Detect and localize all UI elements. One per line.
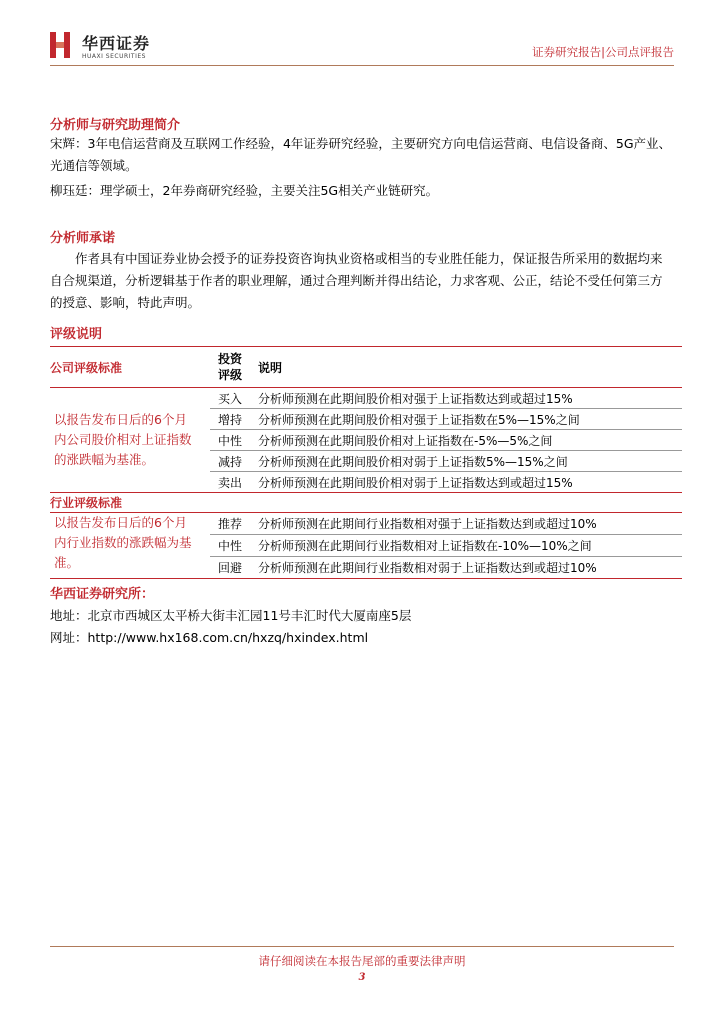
analyst-bio-2: 柳珏廷：理学硕士，2年券商研究经验，主要关注5G相关产业链研究。: [50, 183, 439, 198]
rating-cell: 回避: [210, 557, 250, 579]
rating-cell: 卖出: [210, 472, 250, 493]
rating-desc: 分析师预测在此期间股价相对弱于上证指数达到或超过15%: [250, 472, 682, 493]
rating-cell: 买入: [210, 388, 250, 409]
rating-desc: 分析师预测在此期间行业指数相对上证指数在-10%—10%之间: [250, 535, 682, 557]
institute-address: 地址：北京市西城区太平桥大街丰汇园11号丰汇时代大厦南座5层: [50, 608, 412, 623]
industry-rating-header: 行业评级标准: [50, 493, 200, 513]
desc-col-header: 说明: [250, 347, 682, 388]
legal-notice: 请仔细阅读在本报告尾部的重要法律声明: [258, 954, 466, 968]
header-divider: [50, 65, 674, 66]
rating-cell: 推荐: [210, 513, 250, 535]
rating-cell: 中性: [210, 430, 250, 451]
rating-desc: 分析师预测在此期间行业指数相对弱于上证指数达到或超过10%: [250, 557, 682, 579]
commitment-text: 作者具有中国证券业协会授予的证券投资咨询执业资格或相当的专业胜任能力，保证报告所采用的数据均来自合规渠道，分析逻辑基于作者的职业理解，通过合理判断并得出结论，力求客观、公正，结论不受任何第三方的授意、影响，特此声明。: [50, 251, 663, 310]
rating-cell: 减持: [210, 451, 250, 472]
company-rating-header: 公司评级标准: [50, 347, 200, 388]
huaxi-logo-icon: [50, 32, 72, 58]
analyst-section-title: 分析师与研究助理简介: [50, 118, 181, 133]
commitment-title: 分析师承诺: [50, 231, 116, 246]
rating-table: [50, 346, 682, 579]
rating-title: 评级说明: [50, 327, 103, 342]
institute-website[interactable]: 网址：http://www.hx168.com.cn/hxzq/hxindex.html: [50, 630, 369, 645]
industry-rating-basis: 以报告发布日后的6个月内行业指数的涨跌幅为基准。: [50, 513, 200, 579]
company-rating-basis: 以报告发布日后的6个月内公司股价相对上证指数的涨跌幅为基准。: [50, 388, 200, 493]
page-number: 3: [358, 972, 366, 983]
rating-cell: 中性: [210, 535, 250, 557]
rating-desc: 分析师预测在此期间股价相对上证指数在-5%—5%之间: [250, 430, 682, 451]
logo-text-cn: 华西证券: [82, 34, 151, 53]
rating-cell: 增持: [210, 409, 250, 430]
institute-title: 华西证券研究所：: [50, 587, 155, 602]
rating-desc: 分析师预测在此期间股价相对强于上证指数在5%—15%之间: [250, 409, 682, 430]
rating-desc: 分析师预测在此期间股价相对强于上证指数达到或超过15%: [250, 388, 682, 409]
rating-desc: 分析师预测在此期间股价相对弱于上证指数5%—15%之间: [250, 451, 682, 472]
rating-desc: 分析师预测在此期间行业指数相对强于上证指数达到或超过10%: [250, 513, 682, 535]
footer-divider: [50, 946, 674, 947]
logo-text-en: HUAXI SECURITIES: [82, 53, 146, 60]
report-type-label: 证券研究报告|公司点评报告: [532, 45, 674, 59]
invest-rating-col-header: 投资评级: [210, 347, 250, 388]
analyst-bio-1: 宋辉：3年电信运营商及互联网工作经验，4年证券研究经验，主要研究方向电信运营商、电信设备商、5G产业、光通信等领域。: [50, 136, 672, 173]
